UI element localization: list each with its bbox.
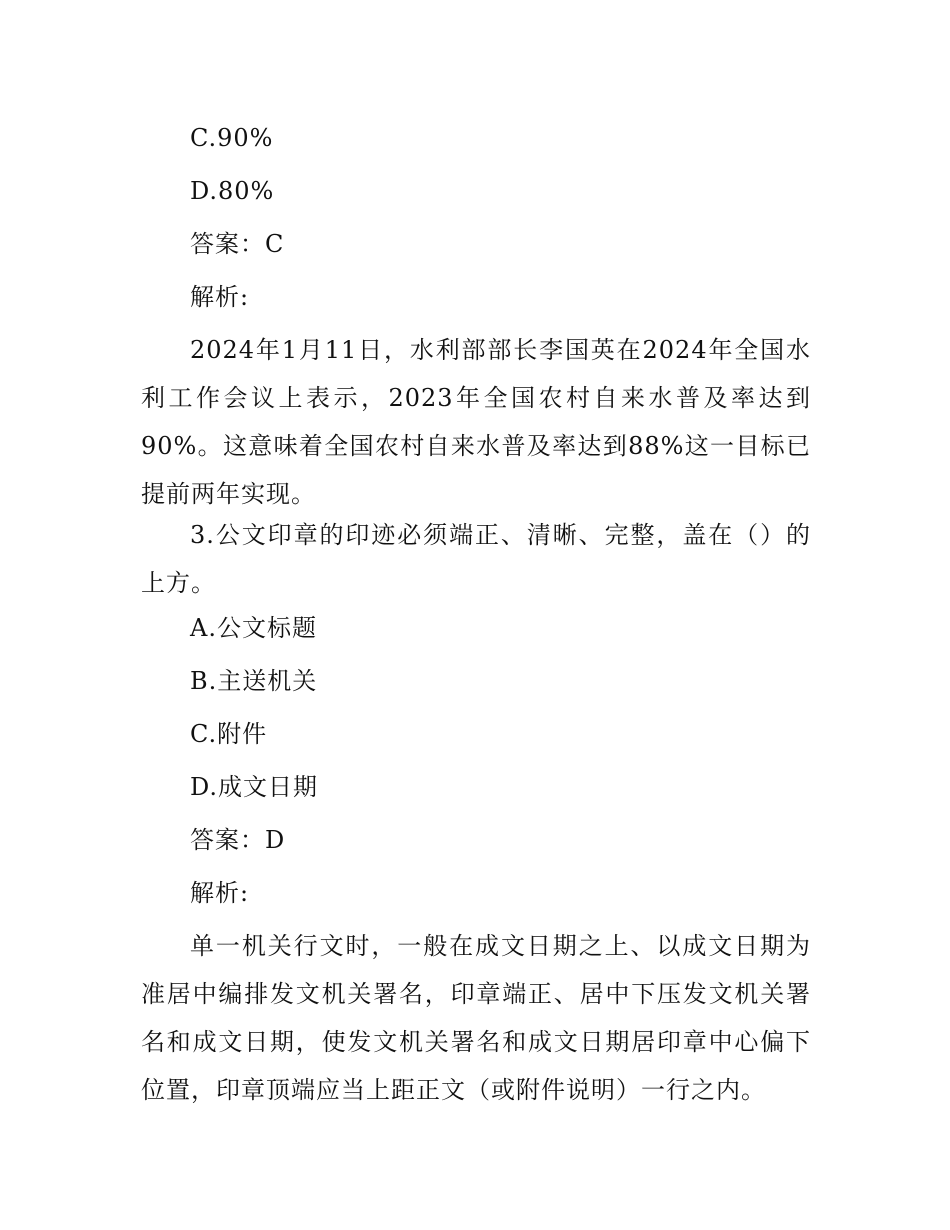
q3-option-d: D.成文日期 (190, 773, 319, 801)
q2-analysis-label: 解析: (190, 283, 250, 311)
q2-analysis-text: 2024年1月11日，水利部部长李国英在2024年全国水利工作会议上表示，2023年全国农村自来水普及率达到90%。这意味着全国农村自来水普及率达到88%这一目标已提前两年实现。 (141, 336, 811, 508)
q3-option-c: C.附件 (190, 720, 268, 748)
q3-analysis-text: 单一机关行文时，一般在成文日期之上、以成文日期为准居中编排发文机关署名，印章端正、居中下压发文机关署名和成文日期，使发文机关署名和成文日期居印章中心偏下位置，印章顶端应当上距正文（或附件说明）一行之内。 (141, 932, 811, 1104)
q3-option-b: B.主送机关 (190, 667, 318, 695)
q2-option-c: C.90% (190, 124, 274, 152)
q2-answer: 答案：C (190, 230, 285, 258)
q3-analysis-label: 解析: (190, 879, 250, 907)
q3-question: 3.公文印章的印迹必须端正、清晰、完整，盖在（）的上方。 (141, 521, 811, 597)
q2-option-d: D.80% (190, 177, 275, 205)
q3-answer: 答案：D (190, 826, 286, 854)
q3-option-a: A.公文标题 (190, 614, 317, 642)
